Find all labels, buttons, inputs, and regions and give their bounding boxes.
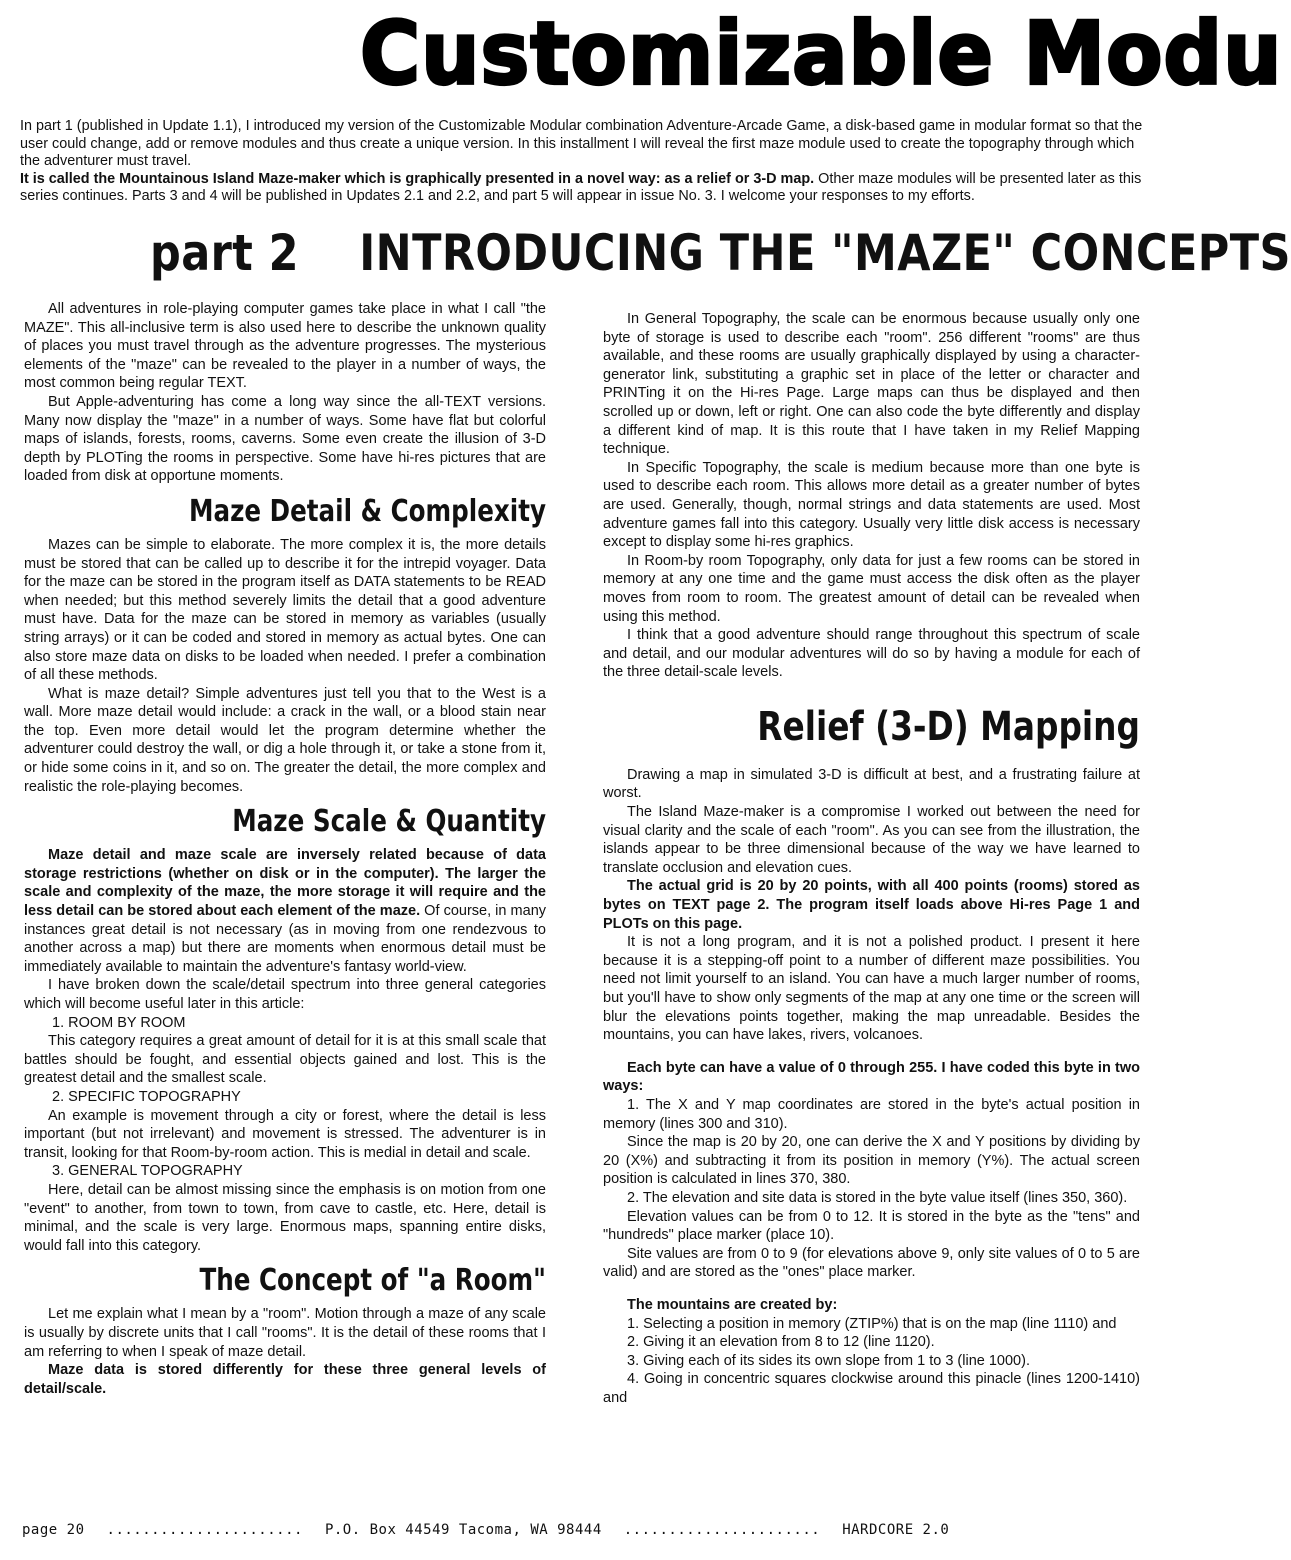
masthead <box>360 4 1283 105</box>
paragraph: Drawing a map in simulated 3-D is difficult at best, and a frustrating failure at worst. <box>603 766 1140 802</box>
paragraph: Mazes can be simple to elaborate. The more complex it is, the more details must be stored that can be called up to describe it for the intrepid voyager. Data for the maze can be stored in the program itself as DATA statements to be READ when needed; but this method severely limits the detail that a good adventure must have. Data for the maze can be stored in memory as variables (usually string arrays) or it can be coded and stored in memory as actual bytes. One can also store maze data on disks to be loaded when needed. I prefer a combination of all these methods. <box>24 536 546 684</box>
paragraph: This category requires a great amount of detail for it is at this small scale that battles should be fought, and essential objects gained and lost. This is the greatest detail and the smallest scale. <box>24 1033 546 1087</box>
intro-bold-text: It is called the Mountainous Island Maze-maker which is graphically presented in a novel way: as a relief or 3-D map. <box>20 170 815 187</box>
paragraph: In General Topography, the scale can be enormous because usually only one byte of storage is used to describe each "room". 256 different "rooms" are thus available, and these rooms are usually graphically displayed by using a character-generator link, substituting a graphic set in place of the letter or character and PRINTing it on the Hi-res Page. Large maps can thus be displayed and then scrolled up or down, left or right. One can also code the byte differently and display a different kind of map. It is this route that I have taken in my Relief Mapping technique. <box>603 311 1140 458</box>
paragraph: What is maze detail? Simple adventures just tell you that to the West is a wall. More maze detail would include: a crack in the wall, or a blood stain near the top. Even more detail would let the program determine whether the adventurer could destroy the wall, or dig a hole through it, or take a stone from it, or hide some coins in it, and so on. The greater the detail, the more complex and realistic the role-playing becomes. <box>24 685 546 795</box>
paragraph <box>24 846 546 976</box>
paragraph: Since the map is 20 by 20, one can derive the X and Y positions by dividing by 20 (X%) and subtracting it from its position in memory (Y%). The actual screen position is calculated in lines 370, 380. <box>603 1134 1140 1188</box>
page-number: page 20 <box>22 1522 85 1538</box>
paragraph: In Room-by room Topography, only data for just a few rooms can be stored in memory at any one time and the game must access the disk often as the player moves from room to room. The greatest amount of detail can be revealed when using this method. <box>603 552 1140 625</box>
category-label: 2. SPECIFIC TOPOGRAPHY <box>52 1088 241 1105</box>
bold-text: Maze detail and maze scale are inversely related because of data storage restrictions (whether on disk or in the computer). The larger the scale and complexity of the maze, the more storage it will require and the less detail can be stored about each element of the maze. <box>24 847 546 920</box>
right-column <box>603 310 1140 1407</box>
paragraph: Here, detail can be almost missing since the emphasis is on motion from one "event" to another, from town to town, from cave to castle, etc. Here, detail is minimal, and the scale is very large. Enormous maps, spanning entire disks, would fall into this category. <box>24 1181 546 1254</box>
intro-paragraph-1: In part 1 (published in Update 1.1), I introduced my version of the Customizable Modular combination Adventure-Arcade Game, a disk-based game in modular format so that the user could change, add or remove modules and thus create a unique version. In this installment I will reveal the first maze module used to create the topography through which the adventurer must travel. <box>20 118 1143 169</box>
paragraph: Let me explain what I mean by a "room". Motion through a maze of any scale is usually by discrete units that I call "rooms". It is the detail of these rooms that I am referring to when I speak of maze detail. <box>24 1306 546 1360</box>
footer-address: P.O. Box 44549 Tacoma, WA 98444 <box>324 1522 602 1538</box>
paragraph: An example is movement through a city or forest, where the detail is less important (but not irrelevant) and movement is stressed. The adventurer is in transit, looking for that Room-by-room action. This is medial in detail and scale. <box>24 1107 546 1161</box>
text: Of course, in many instances great detail is not necessary (as in moving from one rendezvous to another across a map) but there are moments when enormous detail must be immediately available to maintain the adventure's fantasy world-view. <box>24 903 547 975</box>
bold-paragraph: The actual grid is 20 by 20 points, with all 400 points (rooms) stored as bytes on TEXT page 2. The program itself loads above Hi-res Page 1 and PLOTs on this page. <box>603 878 1140 932</box>
paragraph: I have broken down the scale/detail spectrum into three general categories which will become useful later in this article: <box>24 977 546 1012</box>
part-title <box>150 222 1291 284</box>
section-heading-maze-scale: Maze Scale & Quantity <box>232 804 546 840</box>
category-label: 1. ROOM BY ROOM <box>52 1014 186 1031</box>
paragraph: 2. The elevation and site data is stored in the byte value itself (lines 350, 360). <box>627 1189 1128 1206</box>
paragraph: In Specific Topography, the scale is medium because more than one byte is used to describe each room. This allows more detail as a greater number of bytes are used. Generally, though, normal strings and data statements are used. Most adventure games fall into this category. Usually very little disk access is necessary except to display some hi-res graphics. <box>603 459 1140 551</box>
section-heading-concept-room: The Concept of "a Room" <box>199 1263 546 1299</box>
part-heading: INTRODUCING THE "MAZE" CONCEPTS <box>359 224 1291 282</box>
issue-name: HARDCORE 2.0 <box>842 1522 950 1538</box>
paragraph: But Apple-adventuring has come a long way since the all-TEXT versions. Many now display the "maze" in a number of ways. Some have flat but colorful maps of islands, forests, rooms, caverns. Some even create the illusion of 3-D depth by PLOTing the rooms in perspective. Some have hi-res pictures that are loaded from disk at opportune moments. <box>24 393 546 485</box>
paragraph: I think that a good adventure should range throughout this spectrum of scale and detail, and our modular adventures will do so by having a module for each of the three detail-scale levels. <box>603 627 1140 681</box>
paragraph: It is not a long program, and it is not a polished product. I present it here because it is a stepping-off point to a number of different maze possibilities. You need not limit yourself to an island. You can have a much larger number of rooms, but you'll have to show only segments of the map at any one time or the screen will blur the elevations points together, making the map unreadable. Besides the mountains, you can have lakes, rivers, volcanoes. <box>603 934 1140 1044</box>
paragraph: The Island Maze-maker is a compromise I worked out between the need for visual clarity and the scale of each "room". As you can see from the illustration, the islands appear to be three dimensional because of the way we have learned to translate occlusion and elevation cues. <box>603 804 1140 876</box>
bold-paragraph: The mountains are created by: <box>627 1296 838 1313</box>
masthead-title: Customizable Modu <box>360 4 1283 105</box>
category-label: 3. GENERAL TOPOGRAPHY <box>52 1163 243 1180</box>
section-heading-relief-mapping: Relief (3-D) Mapping <box>757 703 1140 750</box>
list-item: 2. Giving it an elevation from 8 to 12 (line 1120). <box>627 1334 935 1351</box>
intro-text: Other maze modules will be presented later as this series continues. Parts 3 and 4 will be published in Updates 2.1 and 2.2, and part 5 will appear in issue No. 3. I welcome your responses to my efforts. <box>20 170 1142 204</box>
intro-paragraph-2 <box>20 171 1144 206</box>
paragraph: Elevation values can be from 0 to 12. It is stored in the byte as the "tens" and "hundreds" place marker (place 10). <box>603 1208 1140 1244</box>
bold-paragraph: Each byte can have a value of 0 through 255. I have coded this byte in two ways: <box>603 1059 1140 1095</box>
bold-paragraph: Maze data is stored differently for these three general levels of detail/scale. <box>24 1362 546 1397</box>
footer-leader: ...................... <box>106 1522 303 1538</box>
spacer <box>603 1045 1140 1059</box>
part-number: part 2 <box>150 224 300 282</box>
footer-leader: ...................... <box>623 1522 821 1538</box>
left-column <box>24 300 546 1398</box>
section-heading-maze-detail: Maze Detail & Complexity <box>189 493 546 529</box>
intro-section <box>20 118 1144 206</box>
paragraph: Site values are from 0 to 9 (for elevations above 9, only site values of 0 to 5 are valid) and are stored as the "ones" place marker. <box>603 1245 1140 1281</box>
paragraph: All adventures in role-playing computer games take place in what I call "the MAZE". This all-inclusive term is also used here to describe the unknown quality of places you must travel through as the adventure progresses. The mysterious elements of the "maze" can be revealed to the player in a number of ways, the most common being regular TEXT. <box>24 301 546 392</box>
list-item: 3. Giving each of its sides its own slope from 1 to 3 (line 1000). <box>627 1352 1030 1369</box>
list-item: 1. Selecting a position in memory (ZTIP%) that is on the map (line 1110) and <box>627 1315 1117 1332</box>
spacer <box>603 1282 1140 1296</box>
list-item: 4. Going in concentric squares clockwise around this pinacle (lines 1200-1410) and <box>603 1371 1140 1406</box>
page-footer <box>22 1520 1072 1540</box>
paragraph: 1. The X and Y map coordinates are stored in the byte's actual position in memory (lines 300 and 310). <box>603 1096 1140 1132</box>
